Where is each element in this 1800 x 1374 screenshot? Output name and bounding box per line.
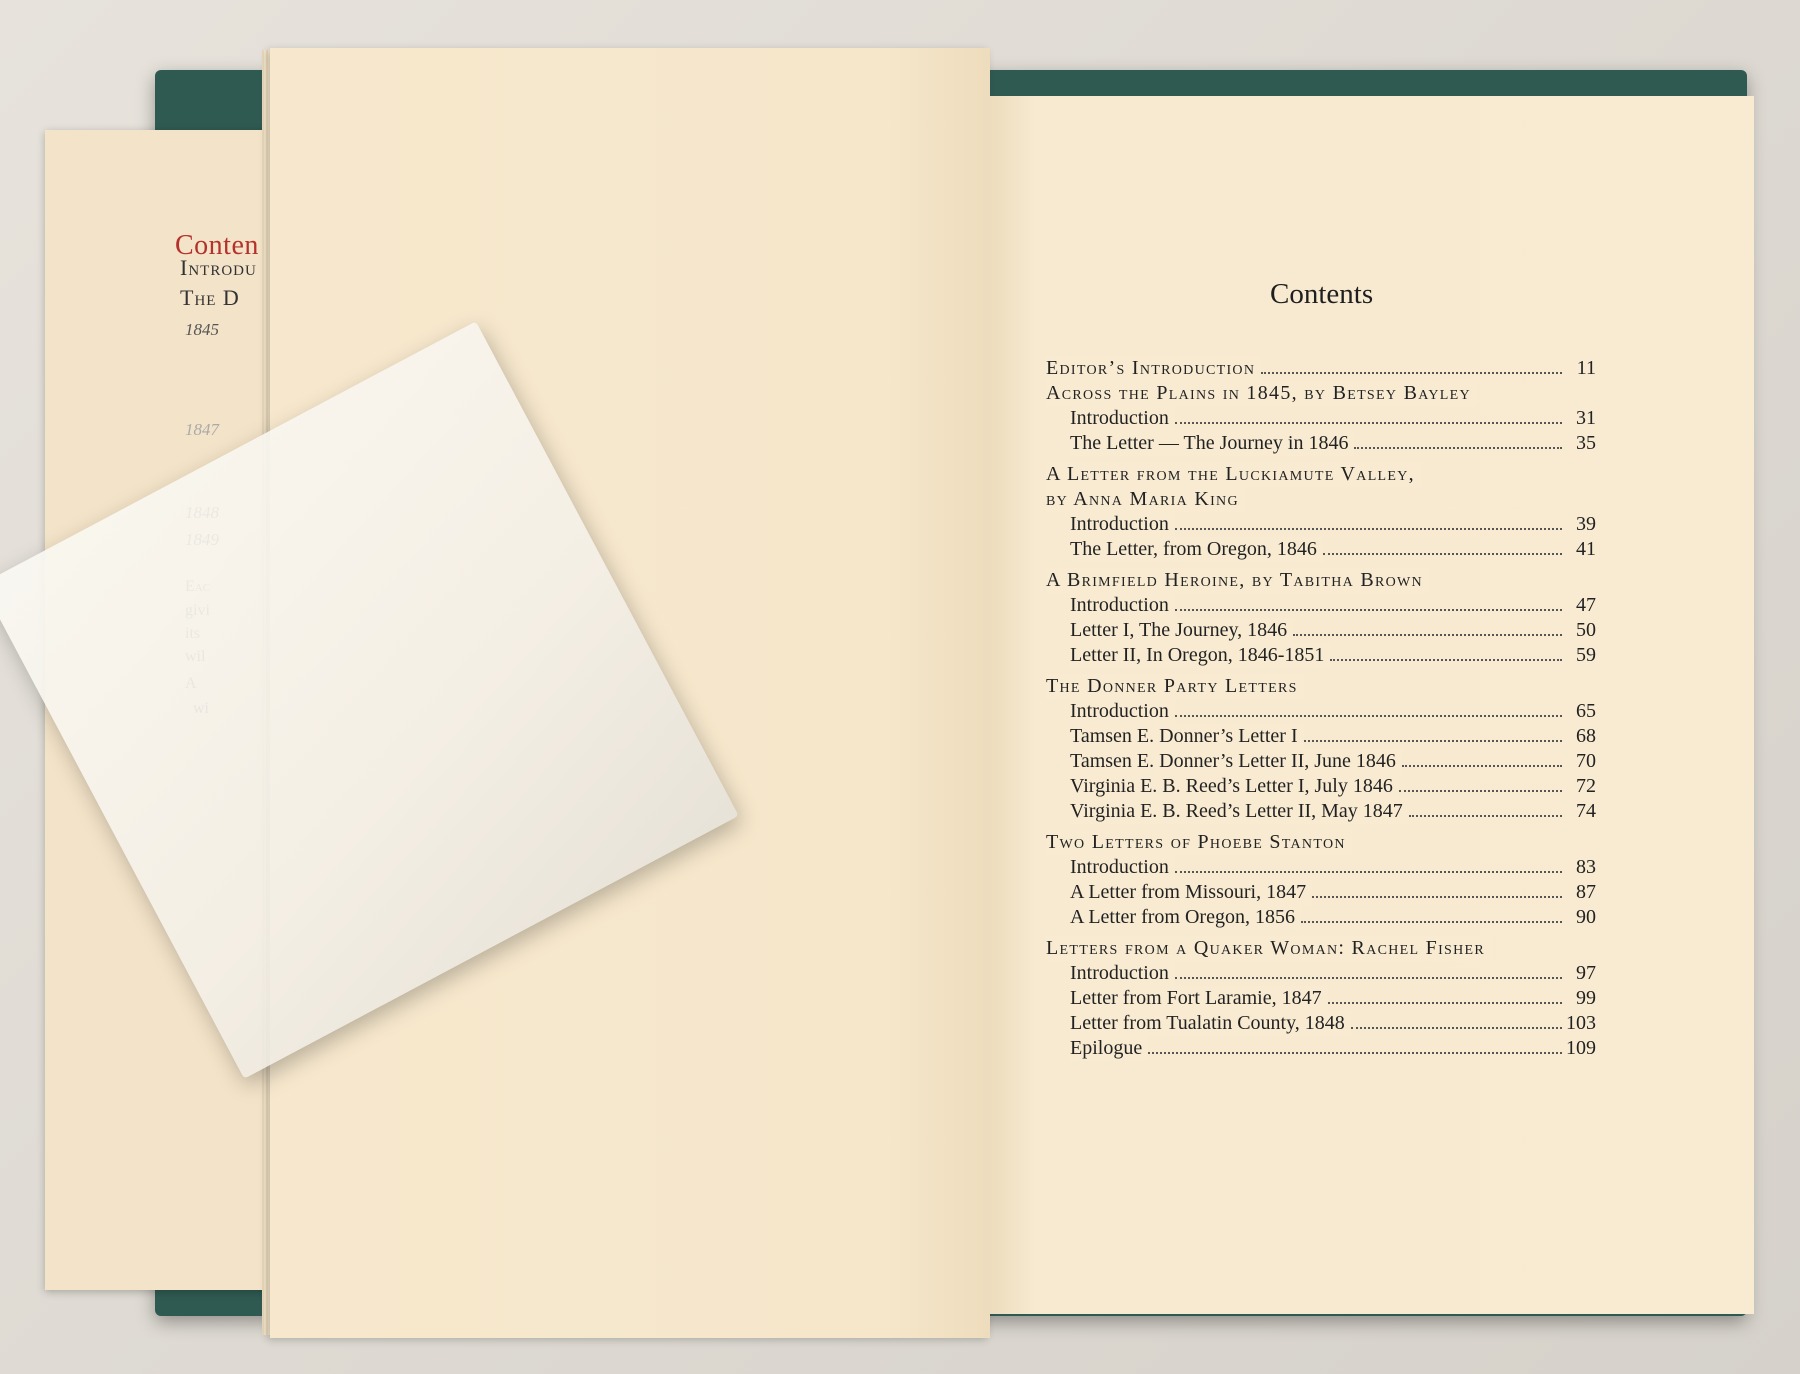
toc-entry-title: Virginia E. B. Reed’s Letter II, May 1847 — [1070, 799, 1409, 824]
toc-entry-title: Introduction — [1070, 406, 1175, 431]
toc-leader-dots — [1301, 921, 1562, 923]
contents-list — [1046, 356, 1596, 1061]
toc-page-number: 70 — [1576, 750, 1596, 772]
toc-entry — [1046, 356, 1596, 381]
toc-page-number: 50 — [1576, 619, 1596, 641]
back-page-year: 1845 — [185, 320, 219, 339]
back-page-year: 1847 — [185, 420, 219, 439]
toc-page-number: 72 — [1576, 775, 1596, 797]
toc-leader-dots — [1175, 977, 1562, 979]
toc-entry — [1046, 855, 1596, 880]
toc-entry — [1046, 1011, 1596, 1036]
toc-leader-dots — [1175, 871, 1562, 873]
toc-leader-dots — [1304, 740, 1562, 742]
toc-page-number: 90 — [1576, 906, 1596, 928]
toc-leader-dots — [1175, 609, 1562, 611]
toc-leader-dots — [1293, 634, 1562, 636]
toc-entry — [1046, 961, 1596, 986]
toc-leader-dots — [1175, 715, 1562, 717]
toc-entry-title: Two Letters of Phoebe Stanton — [1046, 830, 1352, 855]
toc-entry — [1046, 880, 1596, 905]
toc-leader-dots — [1354, 447, 1562, 449]
toc-entry — [1046, 936, 1596, 961]
toc-entry-title: A Letter from the Luckiamute Valley, — [1046, 462, 1421, 487]
toc-page-number: 103 — [1566, 1012, 1596, 1034]
toc-entry — [1046, 774, 1596, 799]
toc-entry — [1046, 724, 1596, 749]
toc-entry-title: A Letter from Oregon, 1856 — [1070, 905, 1301, 930]
toc-leader-dots — [1351, 1027, 1562, 1029]
toc-entry — [1046, 643, 1596, 668]
toc-page-number: 65 — [1576, 700, 1596, 722]
contents-title: Contents — [1270, 278, 1374, 310]
toc-entry — [1046, 381, 1596, 406]
toc-leader-dots — [1312, 896, 1562, 898]
toc-entry — [1046, 749, 1596, 774]
toc-entry — [1046, 593, 1596, 618]
toc-entry-title: Introduction — [1070, 855, 1175, 880]
toc-page-number: 41 — [1576, 538, 1596, 560]
toc-entry-title: Introduction — [1070, 699, 1175, 724]
toc-entry-title: Tamsen E. Donner’s Letter II, June 1846 — [1070, 749, 1402, 774]
toc-entry-title: Letter I, The Journey, 1846 — [1070, 618, 1293, 643]
toc-entry-title: Editor’s Introduction — [1046, 356, 1261, 381]
toc-page-number: 59 — [1576, 644, 1596, 666]
toc-page-number: 11 — [1576, 357, 1596, 379]
toc-entry-title: The Letter, from Oregon, 1846 — [1070, 537, 1323, 562]
toc-leader-dots — [1402, 765, 1562, 767]
toc-page-number: 39 — [1576, 513, 1596, 535]
toc-entry — [1046, 1036, 1596, 1061]
toc-entry — [1046, 568, 1596, 593]
toc-page-number: 97 — [1576, 962, 1596, 984]
back-page-title: Conten — [175, 230, 259, 261]
toc-page-number: 35 — [1576, 432, 1596, 454]
toc-entry-title: Letter from Fort Laramie, 1847 — [1070, 986, 1328, 1011]
toc-leader-dots — [1175, 528, 1562, 530]
toc-entry — [1046, 986, 1596, 1011]
toc-entry — [1046, 487, 1596, 512]
toc-entry — [1046, 674, 1596, 699]
toc-page-number: 31 — [1576, 407, 1596, 429]
toc-entry — [1046, 699, 1596, 724]
toc-leader-dots — [1328, 1002, 1562, 1004]
toc-page-number: 47 — [1576, 594, 1596, 616]
toc-entry — [1046, 618, 1596, 643]
toc-leader-dots — [1148, 1052, 1562, 1054]
toc-leader-dots — [1399, 790, 1562, 792]
toc-entry-title: A Brimfield Heroine, by Tabitha Brown — [1046, 568, 1429, 593]
toc-entry-title: Across the Plains in 1845, by Betsey Bayley — [1046, 381, 1477, 406]
toc-page-number: 83 — [1576, 856, 1596, 878]
toc-leader-dots — [1330, 659, 1562, 661]
toc-entry-title: Letter II, In Oregon, 1846-1851 — [1070, 643, 1330, 668]
toc-entry-title: A Letter from Missouri, 1847 — [1070, 880, 1312, 905]
toc-entry — [1046, 462, 1596, 487]
toc-entry-title: Introduction — [1070, 512, 1175, 537]
toc-entry-title: Introduction — [1070, 961, 1175, 986]
toc-entry-title: Epilogue — [1070, 1036, 1148, 1061]
back-page-line: Introdu — [180, 255, 257, 280]
toc-entry — [1046, 406, 1596, 431]
toc-entry-title: Tamsen E. Donner’s Letter I — [1070, 724, 1304, 749]
toc-page-number: 99 — [1576, 987, 1596, 1009]
toc-entry — [1046, 512, 1596, 537]
back-page-line: The D — [180, 285, 240, 310]
toc-leader-dots — [1175, 422, 1562, 424]
toc-entry — [1046, 905, 1596, 930]
toc-entry-title: The Letter — The Journey in 1846 — [1070, 431, 1354, 456]
toc-entry-title: Letters from a Quaker Woman: Rachel Fisher — [1046, 936, 1491, 961]
toc-page-number: 87 — [1576, 881, 1596, 903]
toc-page-number: 74 — [1576, 800, 1596, 822]
toc-entry-title: Introduction — [1070, 593, 1175, 618]
toc-leader-dots — [1261, 372, 1562, 374]
toc-entry — [1046, 431, 1596, 456]
toc-entry-title: Letter from Tualatin County, 1848 — [1070, 1011, 1351, 1036]
toc-entry — [1046, 799, 1596, 824]
toc-entry-title: Virginia E. B. Reed’s Letter I, July 1846 — [1070, 774, 1399, 799]
toc-leader-dots — [1323, 553, 1562, 555]
toc-page-number: 68 — [1576, 725, 1596, 747]
toc-entry-title: The Donner Party Letters — [1046, 674, 1304, 699]
toc-entry — [1046, 830, 1596, 855]
toc-entry-title: by Anna Maria King — [1046, 487, 1245, 512]
toc-leader-dots — [1409, 815, 1562, 817]
toc-page-number: 109 — [1566, 1037, 1596, 1059]
toc-entry — [1046, 537, 1596, 562]
